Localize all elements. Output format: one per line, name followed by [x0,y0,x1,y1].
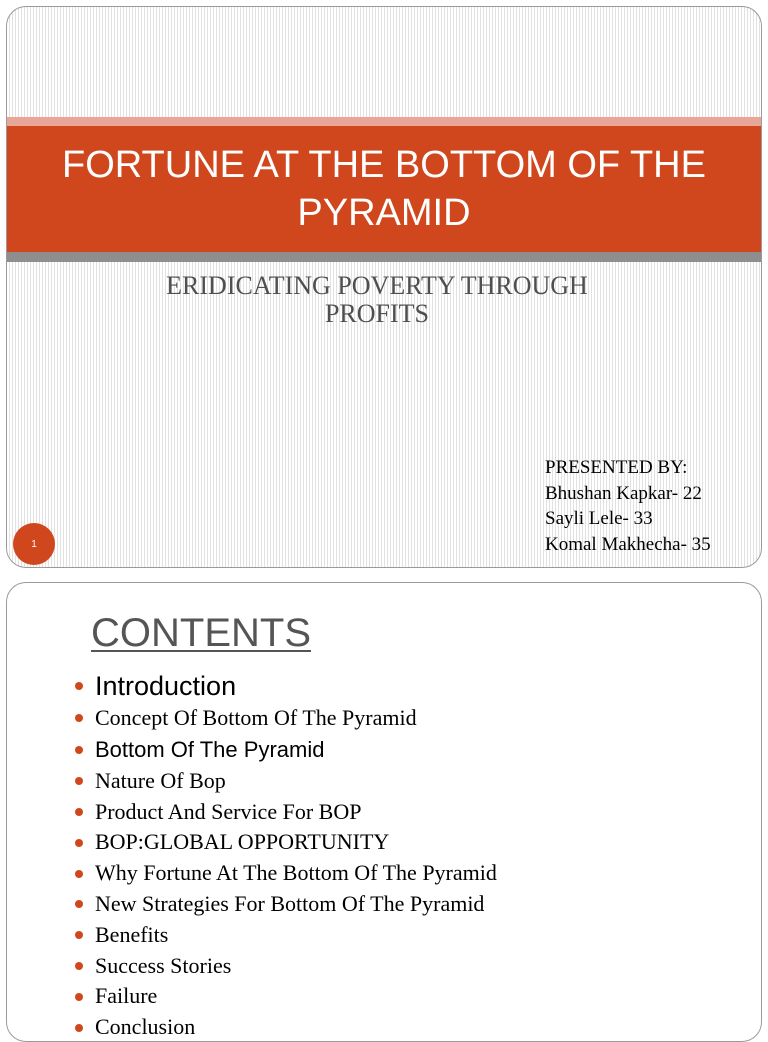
title-band [7,126,761,252]
presenters-block [545,455,711,557]
title-accent-strip [7,117,761,126]
bullet-icon [75,714,83,722]
bullet-icon [75,870,83,878]
list-item-label: Product And Service For BOP [95,798,362,824]
list-item [73,920,497,951]
list-item-label: Why Fortune At The Bottom Of The Pyramid [95,860,497,886]
contents-heading: CONTENTS [91,611,311,655]
list-item-label: Conclusion [95,1014,196,1040]
title-slide [6,6,762,568]
list-item-label: Nature Of Bop [95,767,226,793]
list-item [73,1012,497,1042]
bullet-icon [75,839,83,847]
bullet-icon [75,746,83,754]
contents-list [73,669,497,1042]
list-item-label: Success Stories [95,952,232,978]
list-item [73,951,497,982]
list-item [73,889,497,920]
bullet-icon [75,682,83,690]
list-item-label: BOP:GLOBAL OPPORTUNITY [95,829,390,855]
list-item-label: Introduction [95,671,237,701]
presenters-heading: PRESENTED BY: [545,457,688,478]
list-item [73,797,497,828]
list-item [73,858,497,889]
list-item-label: Benefits [95,921,169,947]
contents-slide [6,582,762,1042]
presenter-name: Bhushan Kapkar- 22 [545,482,702,504]
list-item-label: Bottom Of The Pyramid [95,736,325,762]
bullet-icon [75,993,83,1001]
list-item-label: New Strategies For Bottom Of The Pyramid [95,890,485,916]
list-item [73,981,497,1012]
list-item [73,766,497,797]
list-item [73,734,497,766]
bullet-icon [75,1024,83,1032]
presenter-name: Sayli Lele- 33 [545,508,653,529]
presentation-subtitle: ERIDICATING POVERTY THROUGH PROFITS [166,271,588,328]
list-item-label: Concept Of Bottom Of The Pyramid [95,705,417,730]
presenter-name: Komal Makhecha- 35 [545,533,711,555]
slide-number-badge: 1 [13,523,55,565]
bullet-icon [75,931,83,939]
bullet-icon [75,962,83,970]
list-item [73,827,497,858]
list-item-label: Failure [95,983,158,1009]
title-divider-strip [7,252,761,262]
bullet-icon [75,808,83,816]
list-item [73,669,497,703]
list-item [73,703,497,734]
presentation-title: FORTUNE AT THE BOTTOM OF THE PYRAMID [62,144,706,234]
bullet-icon [75,777,83,785]
bullet-icon [75,900,83,908]
